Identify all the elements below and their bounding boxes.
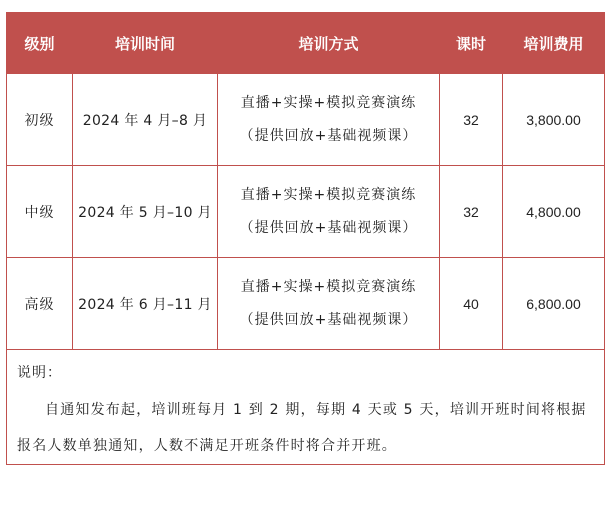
- notes-cell: [7, 350, 605, 465]
- fee-cell: 4,800.00: [503, 166, 605, 258]
- mode-line: 直播+实操+模拟竞赛演练: [240, 94, 417, 111]
- mode-cell: [218, 258, 440, 350]
- mode-note: （提供回放+基础视频课）: [239, 311, 418, 328]
- notes-title: 说明：: [17, 365, 62, 381]
- hours-cell: 40: [440, 258, 503, 350]
- notes-body: 自通知发布起，培训班每月 1 到 2 期，每期 4 天或 5 天，培训开班时间将根据报名人数单独通知，人数不满足开班条件时将合并开班。: [17, 402, 587, 454]
- header-mode: 培训方式: [218, 13, 440, 74]
- header-period: 培训时间: [73, 13, 218, 74]
- mode-cell: [218, 74, 440, 166]
- level-cell: 中级: [7, 166, 73, 258]
- table-row: [7, 258, 605, 350]
- hours-cell: 32: [440, 74, 503, 166]
- fee-cell: 6,800.00: [503, 258, 605, 350]
- hours-cell: 32: [440, 166, 503, 258]
- header-fee: 培训费用: [503, 13, 605, 74]
- mode-line: 直播+实操+模拟竞赛演练: [240, 186, 417, 203]
- table-row: [7, 166, 605, 258]
- training-fee-table: [6, 12, 605, 465]
- training-schedule: [6, 12, 604, 465]
- notes-row: [7, 350, 605, 465]
- mode-note: （提供回放+基础视频课）: [239, 127, 418, 144]
- table-row: [7, 74, 605, 166]
- level-cell: 初级: [7, 74, 73, 166]
- period-cell: 2024 年 4 月–8 月: [73, 74, 218, 166]
- level-cell: 高级: [7, 258, 73, 350]
- fee-cell: 3,800.00: [503, 74, 605, 166]
- mode-line: 直播+实操+模拟竞赛演练: [240, 278, 417, 295]
- period-cell: 2024 年 6 月–11 月: [73, 258, 218, 350]
- table-header-row: [7, 13, 605, 74]
- header-level: 级别: [7, 13, 73, 74]
- header-hours: 课时: [440, 13, 503, 74]
- mode-note: （提供回放+基础视频课）: [239, 219, 418, 236]
- mode-cell: [218, 166, 440, 258]
- period-cell: 2024 年 5 月–10 月: [73, 166, 218, 258]
